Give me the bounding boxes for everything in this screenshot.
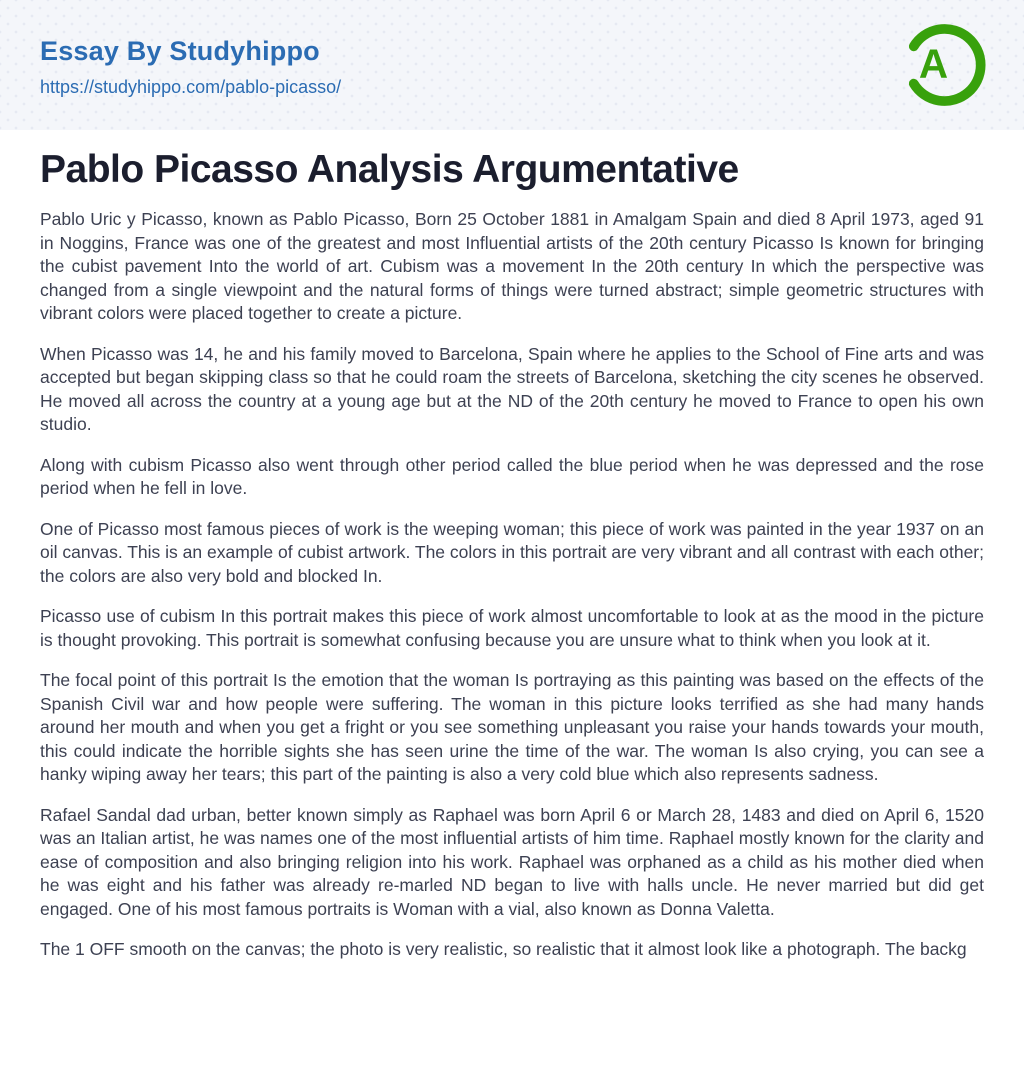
- essay-paragraph: When Picasso was 14, he and his family moved to Barcelona, Spain where he applies to the School of Fine arts and was accepted but began skipping class so that he could roam the streets of Barcelona, sketching the city scenes he observed. He moved all across the country at a young age but at the ND of the 20th century he moved to France to open his own studio.: [40, 343, 984, 434]
- page-header: [0, 0, 1024, 130]
- essay-paragraph: The focal point of this portrait Is the emotion that the woman Is portraying as this painting was based on the effects of the Spanish Civil war and how people were suffering. The woman in this picture looks terrified as she had many hands around her mouth and when you get a fright or you see something unpleasant you raise your hands towards your mouth, this could indicate the horrible sights she has seen urine the time of the war. The woman Is also crying, you can see a hanky wiping away her tears; this part of the painting is also a very cold blue which also represents sadness.: [40, 670, 984, 784]
- essay-paragraph: Pablo Uric y Picasso, known as Pablo Picasso, Born 25 October 1881 in Amalgam Spain and died 8 April 1973, aged 91 in Noggins, France was one of the greatest and most Influential artists of the 20th century Picasso Is known for bringing the cubist pavement Into the world of art. Cubism was a movement In the 20th century In which the perspective was changed from a single viewpoint and the natural forms of things were turned abstract; simple geometric structures with vibrant colors were placed together to create a picture.: [40, 209, 984, 323]
- logo-letter: A: [918, 40, 949, 87]
- essay-paragraph: Rafael Sandal dad urban, better known simply as Raphael was born April 6 or March 28, 1483 and died on April 6, 1520 was an Italian artist, he was names one of the most influential artists of him time. Raphael mostly known for the clarity and ease of composition and also bringing religion into his work. Raphael was orphaned as a child as his mother died when he was eight and his father was already re-marled ND began to live with halls uncle. He never married but did get engaged. One of his most famous portraits is Woman with a vial, also known as Donna Valetta.: [40, 804, 984, 919]
- essay-paragraph: The 1 OFF smooth on the canvas; the photo is very realistic, so realistic that it almost look like a photograph. The backg: [40, 939, 967, 959]
- logo-arc-icon: [900, 21, 988, 109]
- essay-title: Pablo Picasso Analysis Argumentative: [40, 148, 739, 191]
- essay-body: [40, 208, 984, 962]
- essay-paragraph: Along with cubism Picasso also went through other period called the blue period when he was depressed and the rose period when he fell in love.: [40, 454, 984, 498]
- header-text-block: [40, 32, 341, 98]
- site-title-link[interactable]: Essay By Studyhippo: [40, 36, 320, 66]
- essay-paragraph: Picasso use of cubism In this portrait makes this piece of work almost uncomfortable to look at as the mood in the picture is thought provoking. This portrait is somewhat confusing because you are unsure what to think when you look at it.: [40, 606, 984, 650]
- essay-paragraph: One of Picasso most famous pieces of work is the weeping woman; this piece of work was painted in the year 1937 on an oil canvas. This is an example of cubist artwork. The colors in this portrait are very vibrant and all contrast with each other; the colors are also very bold and blocked In.: [40, 518, 984, 586]
- essay-content: [0, 130, 1024, 962]
- studyhippo-logo: [900, 21, 988, 109]
- page-url-link[interactable]: https://studyhippo.com/pablo-picasso/: [40, 77, 342, 97]
